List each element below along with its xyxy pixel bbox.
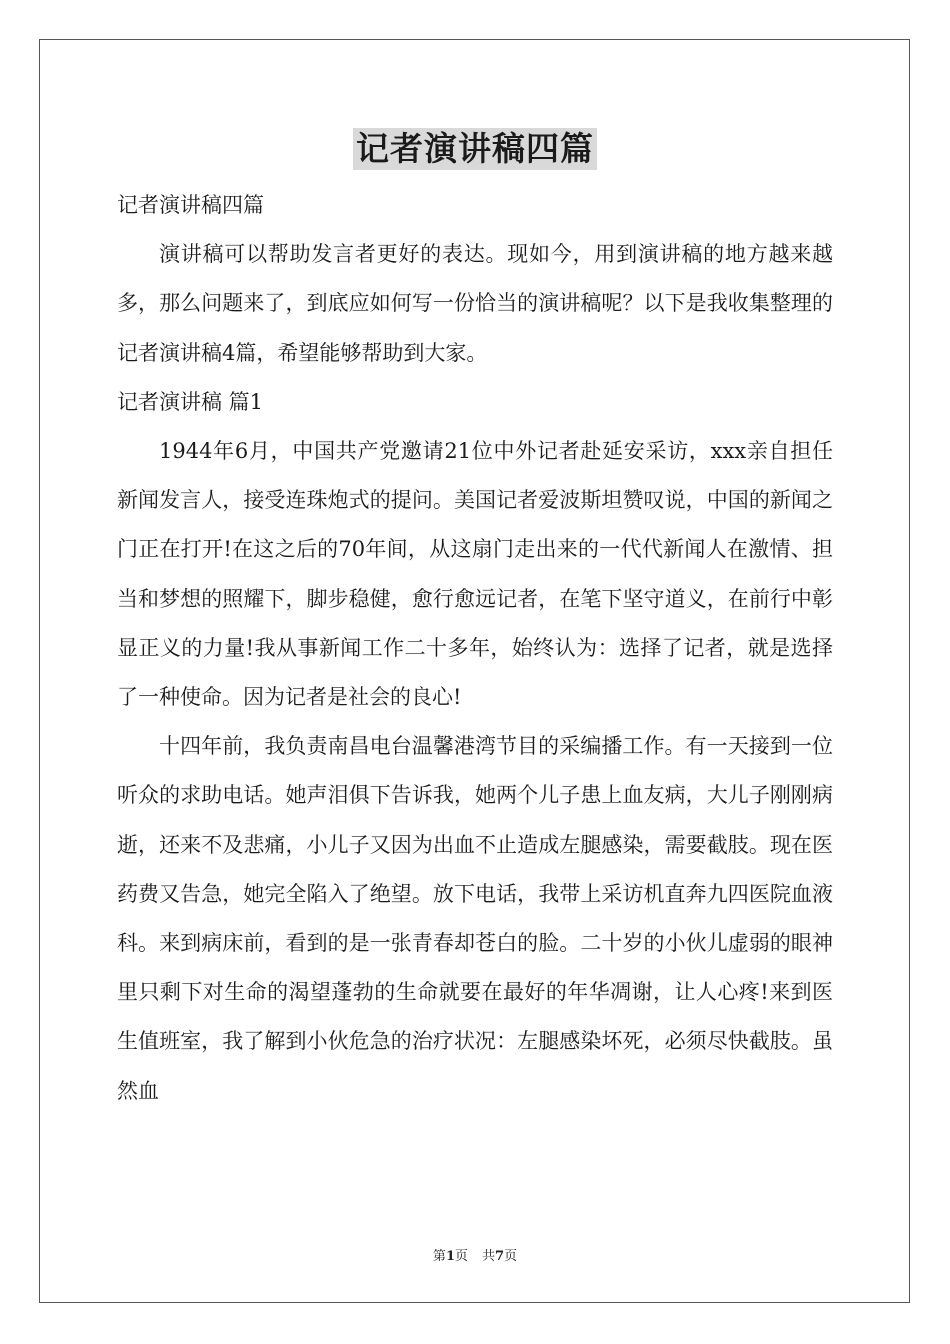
total-suffix: 页 xyxy=(504,1249,518,1264)
body-paragraph: 十四年前，我负责南昌电台温馨港湾节目的采编播工作。有一天接到一位听众的求助电话。她声泪俱下告诉我，她两个儿子患上血友病，大儿子刚刚病逝，还来不及悲痛，小儿子又因为出血不止造成左腿感染，需要截肢。现在医药费又告急，她完全陷入了绝望。放下电话，我带上采访机直奔九四医院血液科。来到病床前，看到的是一张青春却苍白的脸。二十岁的小伙儿虚弱的眼神里只剩下对生命的渴望蓬勃的生命就要在最好的年华凋谢，让人心疼!来到医生值班室，我了解到小伙危急的治疗状况：左腿感染坏死，必须尽快截肢。虽然血 xyxy=(117,734,833,1103)
section-heading: 记者演讲稿 篇1 xyxy=(117,389,264,414)
page-prefix: 第 xyxy=(432,1249,446,1264)
page-suffix: 页 xyxy=(454,1249,468,1264)
document-body xyxy=(117,181,833,1116)
body-paragraph: 1944年6月，中国共产党邀请21位中外记者赴延安采访，xxx亲自担任新闻发言人，接受连珠炮式的提问。美国记者爱波斯坦赞叹说，中国的新闻之门正在打开!在这之后的70年间，从这扇门走出来的一代代新闻人在激情、担当和梦想的照耀下，脚步稳健，愈行愈远记者，在笔下坚守道义，在前行中彰显正义的力量!我从事新闻工作二十多年，始终认为：选择了记者，就是选择了一种使命。因为记者是社会的良心! xyxy=(117,439,833,710)
total-prefix: 共 xyxy=(482,1249,496,1264)
intro-paragraph: 演讲稿可以帮助发言者更好的表达。现如今，用到演讲稿的地方越来越多，那么问题来了，到底应如何写一份恰当的演讲稿呢？以下是我收集整理的记者演讲稿4篇，希望能够帮助到大家。 xyxy=(117,242,833,365)
page-total: 7 xyxy=(495,1249,505,1264)
page-current: 1 xyxy=(445,1249,455,1264)
page-footer xyxy=(0,1245,950,1264)
subtitle: 记者演讲稿四篇 xyxy=(117,193,264,217)
document-title: 记者演讲稿四篇 xyxy=(353,128,597,170)
title-area xyxy=(0,128,950,170)
